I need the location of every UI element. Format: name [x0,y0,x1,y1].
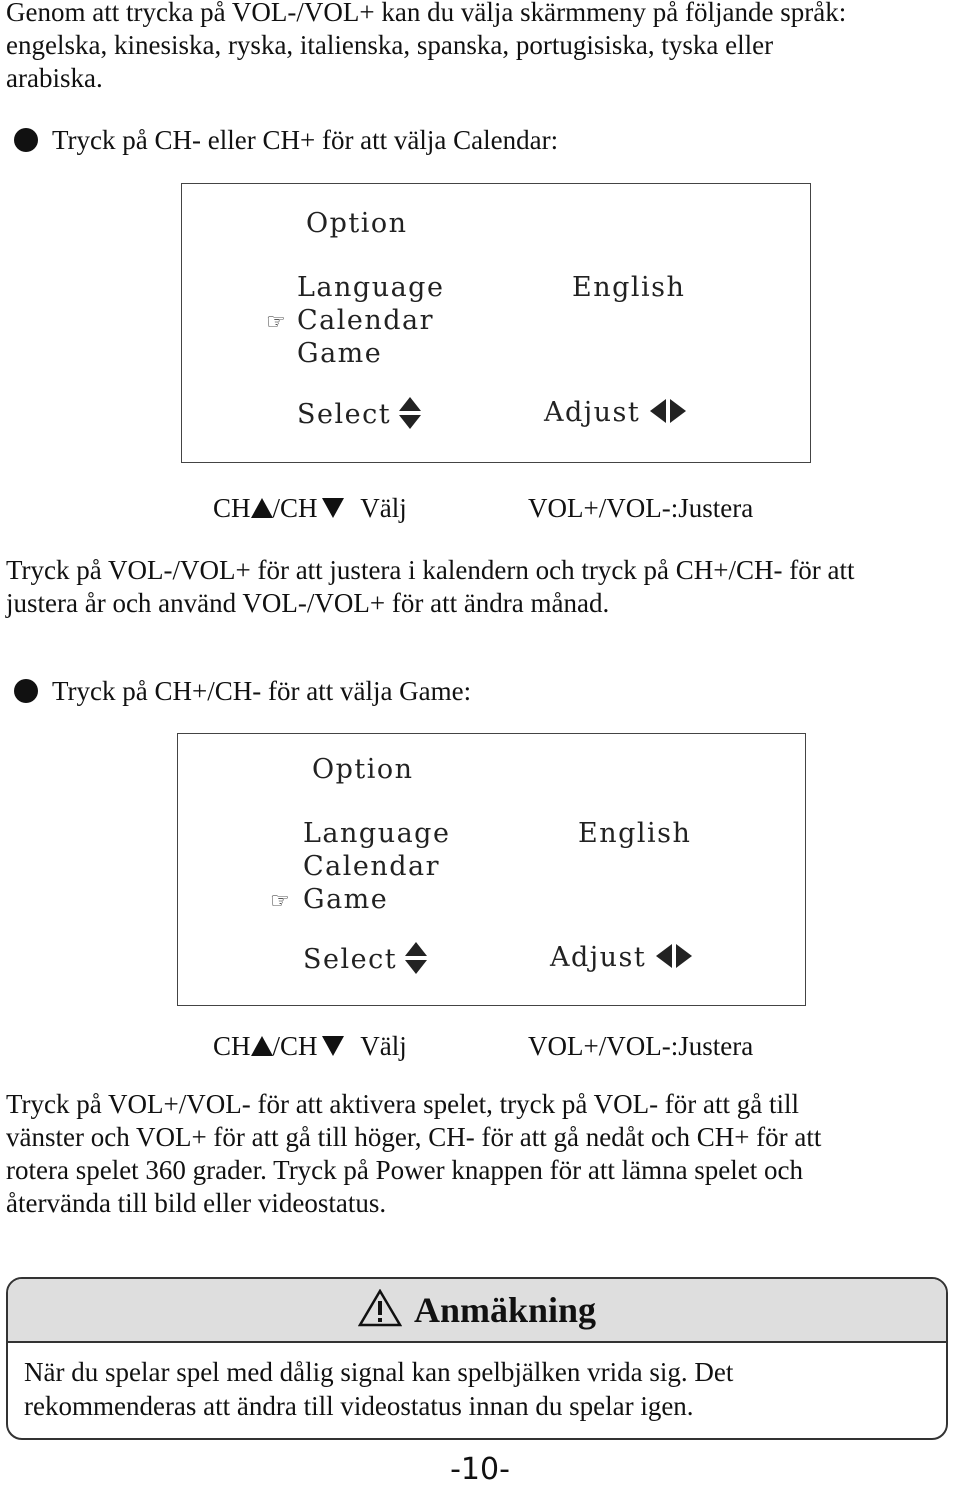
note-header [8,1279,946,1343]
legend-valj: Välj [360,493,407,523]
osd-item-language: Language [303,818,451,849]
osd-title: Option [306,208,408,239]
note-line-2: rekommenderas att ändra till videostatus innan du spelar igen. [24,1391,694,1421]
osd-value-english: English [572,272,686,303]
calendar-desc-line-1: Tryck på VOL-/VOL+ för att justera i kalendern och tryck på CH+/CH- för att [6,555,855,585]
game-description [6,1088,956,1220]
calendar-desc-line-2: justera år och använd VOL-/VOL+ för att ändra månad. [6,588,610,618]
osd-adjust-row [550,942,692,973]
calendar-osd-screen [181,183,811,463]
triangle-up-icon [251,498,273,518]
game-osd-screen [177,733,806,1006]
hand-pointer-icon: ☞ [270,888,290,913]
calendar-legend-ch [213,493,407,524]
left-right-arrows-icon [656,944,692,968]
intro-line-2: engelska, kinesiska, ryska, italienska, spanska, portugisiska, tyska eller [6,30,774,60]
intro-line-1: Genom att trycka på VOL-/VOL+ kan du välja skärmmeny på följande språk: [6,0,847,27]
osd-adjust-label: Adjust [550,942,647,973]
legend-ch-sep: /CH [272,1031,318,1061]
osd-select-row [297,397,421,430]
game-bullet-text: Tryck på CH+/CH- för att välja Game: [52,676,472,706]
osd-select-row [303,942,427,975]
osd-item-calendar: Calendar [297,305,435,336]
game-desc-line-4: återvända till bild eller videostatus. [6,1188,387,1218]
game-legend-vol: VOL+/VOL-:Justera [528,1031,754,1061]
calendar-bullet-text: Tryck på CH- eller CH+ för att välja Calendar: [52,125,559,155]
bullet-dot-icon [14,679,38,703]
osd-item-game: Game [297,338,383,369]
intro-paragraph [6,0,956,95]
osd-item-game: Game [303,884,389,915]
calendar-description [6,554,956,620]
osd-select-label: Select [303,944,398,975]
hand-pointer-icon: ☞ [266,309,286,334]
game-desc-line-3: rotera spelet 360 grader. Tryck på Power knappen för att lämna spelet och [6,1155,804,1185]
note-line-1: När du spelar spel med dålig signal kan spelbjälken vrida sig. Det [24,1357,734,1387]
game-legend-ch [213,1031,407,1062]
game-desc-line-1: Tryck på VOL+/VOL- för att aktivera spelet, tryck på VOL- för att gå till [6,1089,800,1119]
legend-valj: Välj [360,1031,407,1061]
osd-title: Option [312,754,414,785]
osd-item-language: Language [297,272,445,303]
triangle-up-icon [251,1036,273,1056]
calendar-bullet [14,124,558,157]
left-right-arrows-icon [650,399,686,423]
osd-item-calendar: Calendar [303,851,441,882]
osd-value-english: English [578,818,692,849]
up-down-arrows-icon [399,397,421,429]
note-body [8,1343,946,1423]
warning-triangle-icon [358,1289,402,1327]
legend-ch-label: CH [213,1031,251,1061]
note-title: Anmäkning [413,1290,597,1330]
page-number: -10- [450,1452,510,1487]
bullet-dot-icon [14,128,38,152]
intro-line-3: arabiska. [6,63,103,93]
game-desc-line-2: vänster och VOL+ för att gå till höger, CH- för att gå nedåt och CH+ för att [6,1122,822,1152]
osd-select-label: Select [297,399,392,430]
osd-adjust-row [544,397,686,428]
triangle-down-icon [322,1036,344,1056]
triangle-down-icon [322,498,344,518]
calendar-legend-vol: VOL+/VOL-:Justera [528,493,754,523]
game-bullet [14,675,471,708]
up-down-arrows-icon [405,942,427,974]
osd-adjust-label: Adjust [544,397,641,428]
legend-ch-sep: /CH [272,493,318,523]
note-box [6,1277,948,1440]
legend-ch-label: CH [213,493,251,523]
